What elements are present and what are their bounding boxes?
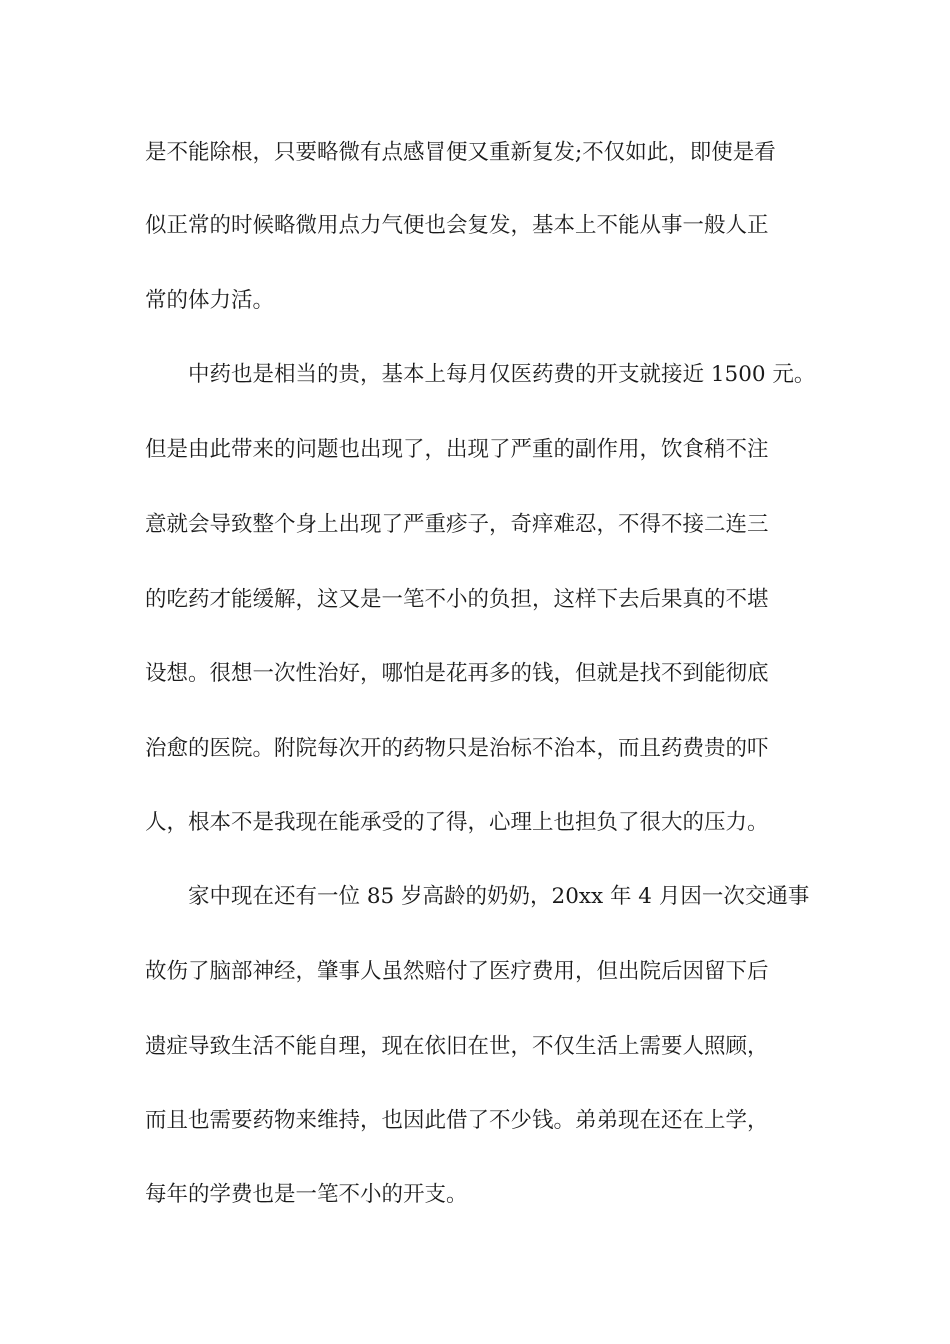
text-line: 而且也需要药物来维持，也因此借了不少钱。弟弟现在还在上学，	[145, 1108, 769, 1133]
text-line: 治愈的医院。附院每次开的药物只是治标不治本，而且药费贵的吓	[145, 736, 769, 761]
text-line: 常的体力活。	[145, 288, 275, 313]
text-line: 人，根本不是我现在能承受的了得，心理上也担负了很大的压力。	[145, 810, 769, 835]
text-line: 是不能除根，只要略微有点感冒便又重新复发;不仅如此，即使是看	[145, 140, 776, 165]
text-line: 似正常的时候略微用点力气便也会复发，基本上不能从事一般人正	[145, 213, 769, 238]
text-line: 意就会导致整个身上出现了严重疹子，奇痒难忍，不得不接二连三	[145, 512, 769, 537]
text-line: 的吃药才能缓解，这又是一笔不小的负担，这样下去后果真的不堪	[145, 587, 769, 612]
text-line: 设想。很想一次性治好，哪怕是花再多的钱，但就是找不到能彻底	[145, 661, 769, 686]
text-line: 中药也是相当的贵，基本上每月仅医药费的开支就接近 1500 元。	[188, 362, 816, 387]
text-line: 故伤了脑部神经，肇事人虽然赔付了医疗费用，但出院后因留下后	[145, 959, 769, 984]
text-line: 但是由此带来的问题也出现了，出现了严重的副作用，饮食稍不注	[145, 437, 769, 462]
text-line: 每年的学费也是一笔不小的开支。	[145, 1182, 468, 1207]
text-line: 家中现在还有一位 85 岁高龄的奶奶，20xx 年 4 月因一次交通事	[188, 884, 810, 909]
text-line: 遗症导致生活不能自理，现在依旧在世，不仅生活上需要人照顾，	[145, 1034, 769, 1059]
